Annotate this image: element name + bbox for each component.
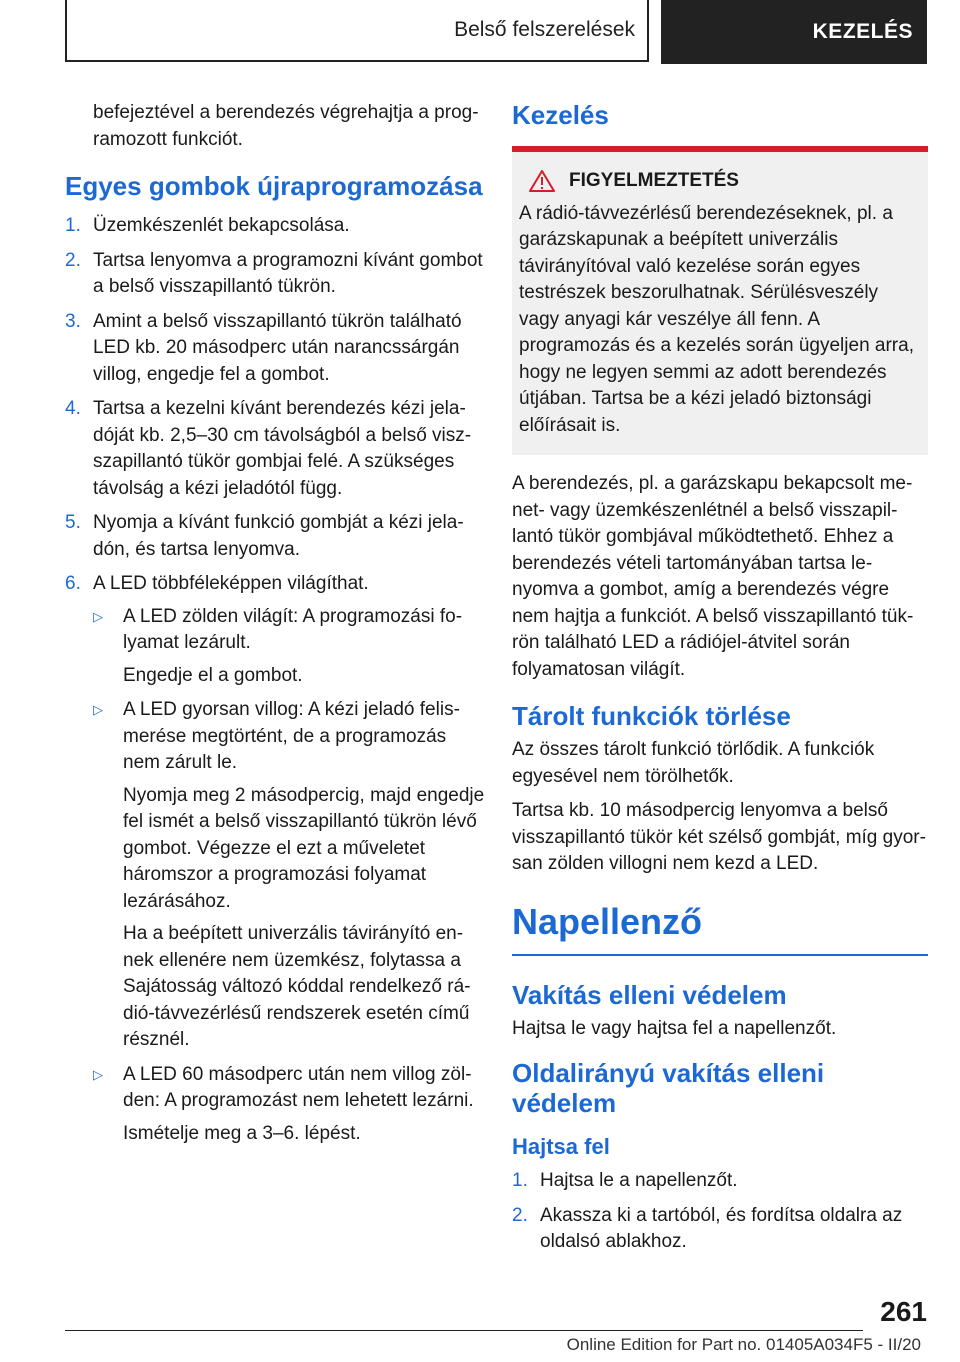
torles-text-2: Tartsa kb. 10 másodpercig lenyomva a belső visszapillantó tükör két szélső gombját, míg gyorsan zölden villogni nem kezd a LED. [512,800,926,874]
led-states-list [93,604,485,1148]
sub-text: Engedje el a gombot. [123,664,303,686]
step-text: A LED többféleképpen világíthat. [93,573,369,594]
step-item [65,309,485,389]
warning-title: FIGYELMEZTETÉS [569,170,739,191]
list-item [93,1062,485,1148]
bullet-text: A LED 60 másodperc után nem villog zölden: A programozást nem lehetett lezárni. [123,1063,474,1111]
chapter-tab: KEZELÉS [661,0,927,64]
sub-text: Nyomja meg 2 másodpercig, majd engedje fel ismét a belső visszapillantó tükrön lévő gombot. Végezze el ezt a műveletet háromszor a programozási folyamat lezárásához. [123,784,485,912]
heading-hajtsa-fel: Hajtsa fel [512,1134,610,1159]
step-number: 2. [65,249,81,271]
step-item [65,248,485,301]
left-column [65,100,485,1155]
step-number: 3. [65,310,81,332]
step-item [65,213,485,240]
vakitas-text: Hajtsa le vagy hajtsa fel a napellenzőt. [512,1017,837,1039]
warning-triangle-icon [529,170,555,192]
step-number: 2. [512,1204,528,1226]
page-header [65,0,927,64]
page-number: 261 [880,1296,927,1327]
step-text: Tartsa a kezelni kívánt berendezés kézi jeladóját kb. 2,5–30 cm távolságból a belső viszszapillantó tükör gombjai felé. A szükséges távolság a kézi jeladótól függ. [93,398,472,499]
step-number: 4. [65,398,81,419]
triangle-bullet-icon: ▷ [93,702,103,717]
heading-napellenzo: Napellenző [512,900,928,956]
step-number: 1. [512,1170,528,1191]
step-item [512,1203,928,1256]
heading-oldal: Oldalirányú vakítás elleni védelem [512,1058,825,1118]
step-number: 5. [65,512,81,533]
bullet-text: A LED gyorsan villog: A kézi jeladó felismerése megtörtént, de a programozás nem zárult le. [123,699,460,773]
step-text: Tartsa lenyomva a programozni kívánt gombot a belső visszapillantó tükrön. [93,249,483,297]
heading-reprogram: Egyes gombok újraprogramozása [65,171,483,201]
hajtsa-steps [512,1168,928,1256]
torles-text-1: Az összes tárolt funkció törlődik. A funkciók egyesével nem törölhetők. [512,739,875,787]
step-item [512,1168,928,1195]
step-item [65,396,485,502]
warning-title-row [519,168,920,195]
triangle-bullet-icon: ▷ [93,1066,103,1082]
warning-text: A rádió-távvezérlésű berendezéseknek, pl. a garázskapunak a beépített univerzális távirányítóval való kezelése során egyes testrészek beszorulhatnak. Sérülésveszély vagy anyagi kár veszélye áll fenn. A programozás és a kezelés során ügyeljen arra, hogy ne legyen semmi az adott berendezés útjában. Tartsa be a kézi jeladó biztonsági előírásait is. [519,202,914,436]
reprogram-steps [65,213,485,1147]
sub-text: Ha a beépített univerzális távirányító ennek ellenére nem üzemkész, folytassa a Sajátosság változó kóddal rendelkező rádió-távvezérlésű rendszerek esetén című résznél. [123,923,471,1050]
list-item [93,604,485,690]
warning-box [512,146,928,455]
step-number: 6. [65,573,81,594]
list-item [93,697,485,1054]
kezeles-text: A berendezés, pl. a garázskapu bekapcsolt menet- vagy üzemkészenlétnél a belső visszapillantó tükör gombjával működtethető. Ehhez a berendezés vételi tartományában tartsa lenyomva a gombot, amíg a berendezés végre nem hajtja a funkciót. A belső visszapillantó tükrön található LED a rádiójel-átvitel során folyamatosan világít. [512,473,914,680]
triangle-bullet-icon: ▷ [93,608,103,624]
step-text: Amint a belső visszapillantó tükrön található LED kb. 20 másodperc után narancssárgán villog, engedje fel a gombot. [93,310,462,385]
footer-divider [65,1330,863,1331]
bullet-text: A LED zölden világít: A programozási folyamat lezárult. [123,605,463,653]
heading-vakitas: Vakítás elleni védelem [512,979,787,1010]
intro-text: befejeztével a berendezés végrehajtja a programozott funkciót. [93,102,479,150]
step-item [65,571,485,1147]
step-text: Akassza ki a tartóból, és fordítsa oldalra az oldalsó ablakhoz. [540,1204,903,1252]
sub-text: Ismételje meg a 3–6. lépést. [123,1122,361,1144]
section-title: Belső felszerelések [65,0,649,62]
step-item [65,510,485,563]
step-number: 1. [65,215,81,236]
footer-edition: Online Edition for Part no. 01405A034F5 - II/20 [566,1335,921,1354]
right-column [512,100,928,1264]
step-text: Hajtsa le a napellenzőt. [540,1170,738,1191]
step-text: Üzemkészenlét bekapcsolása. [93,215,350,236]
heading-torles: Tárolt funkciók törlése [512,701,791,731]
step-text: Nyomja a kívánt funkció gombját a kézi jeladón, és tartsa lenyomva. [93,512,464,560]
heading-kezeles: Kezelés [512,100,609,130]
